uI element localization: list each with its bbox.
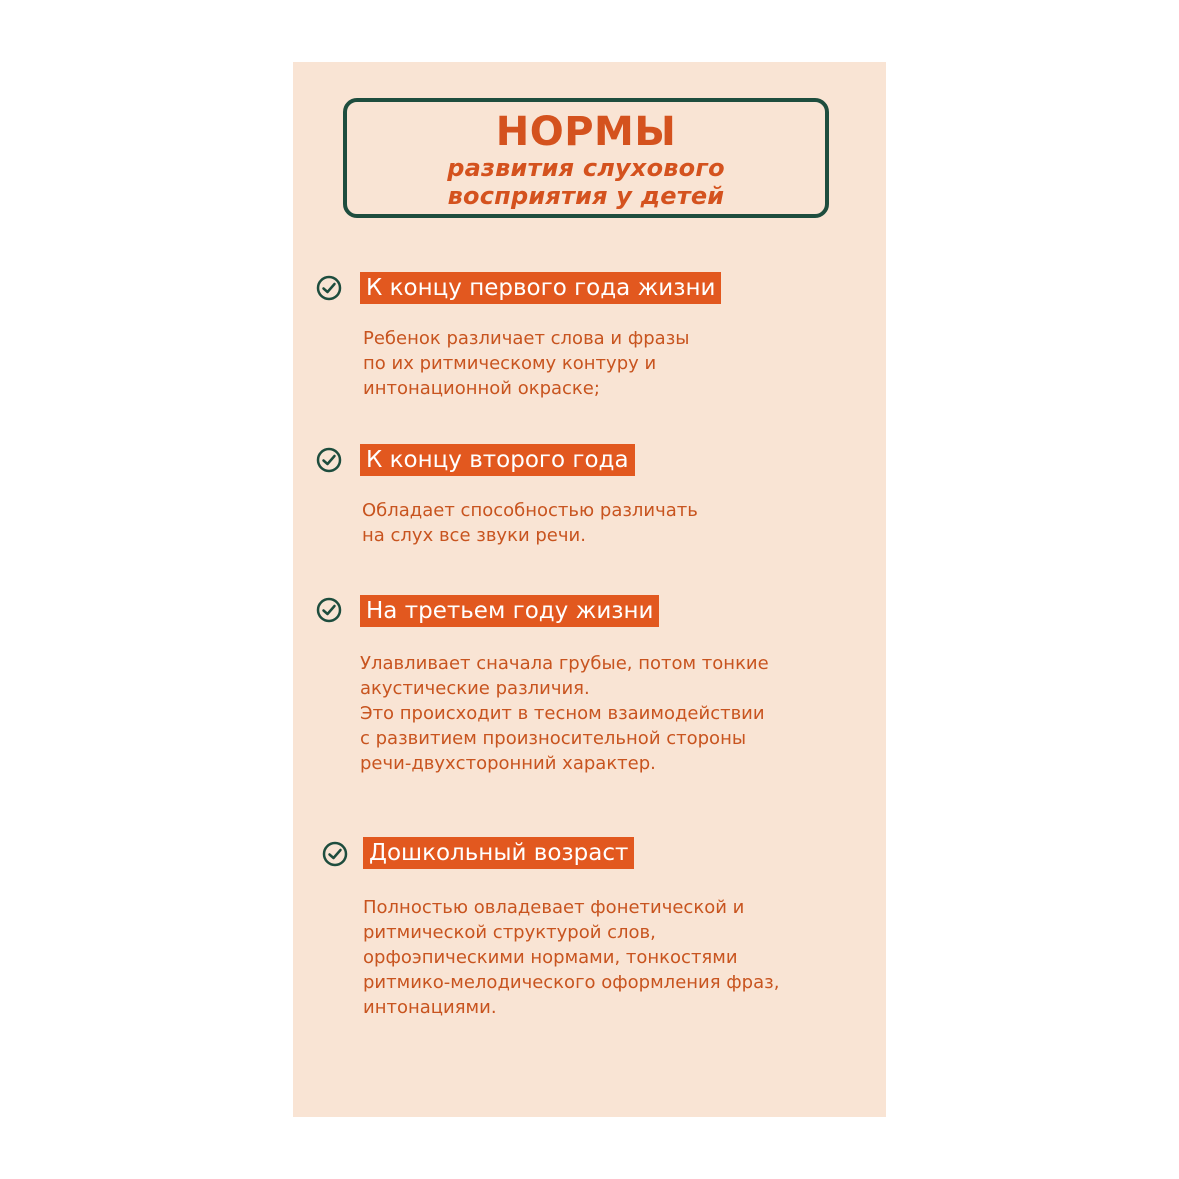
section-text-third-year: Улавливает сначала грубые, потом тонкие акустические различия. Это происходит в тесном взаимодействии с развитием произносительной стороны речи-двухсторонний характер. xyxy=(360,653,769,774)
check-circle-icon xyxy=(316,447,342,473)
info-card xyxy=(293,62,886,1117)
section-text-preschool: Полностью овладевает фонетической и ритмической структурой слов, орфоэпическими нормами, тонкостями ритмико-мелодического оформления фраз, интонациями. xyxy=(363,897,780,1018)
section-heading-second-year: К концу второго года xyxy=(360,444,635,476)
check-circle-icon xyxy=(322,841,348,867)
title-subline-2: восприятия у детей xyxy=(447,182,725,210)
section-heading-third-year: На третьем году жизни xyxy=(360,595,659,627)
check-circle-icon xyxy=(316,275,342,301)
section-text-first-year: Ребенок различает слова и фразы по их ритмическому контуру и интонационной окраске; xyxy=(363,328,690,399)
section-heading-preschool: Дошкольный возраст xyxy=(363,837,634,869)
section-heading-first-year: К концу первого года жизни xyxy=(360,272,721,304)
check-circle-icon xyxy=(316,597,342,623)
section-text-second-year: Обладает способностью различать на слух все звуки речи. xyxy=(362,500,698,546)
title-subline-1: развития слухового xyxy=(447,154,725,182)
title-frame xyxy=(343,98,829,218)
page-title: НОРМЫ xyxy=(495,109,677,155)
